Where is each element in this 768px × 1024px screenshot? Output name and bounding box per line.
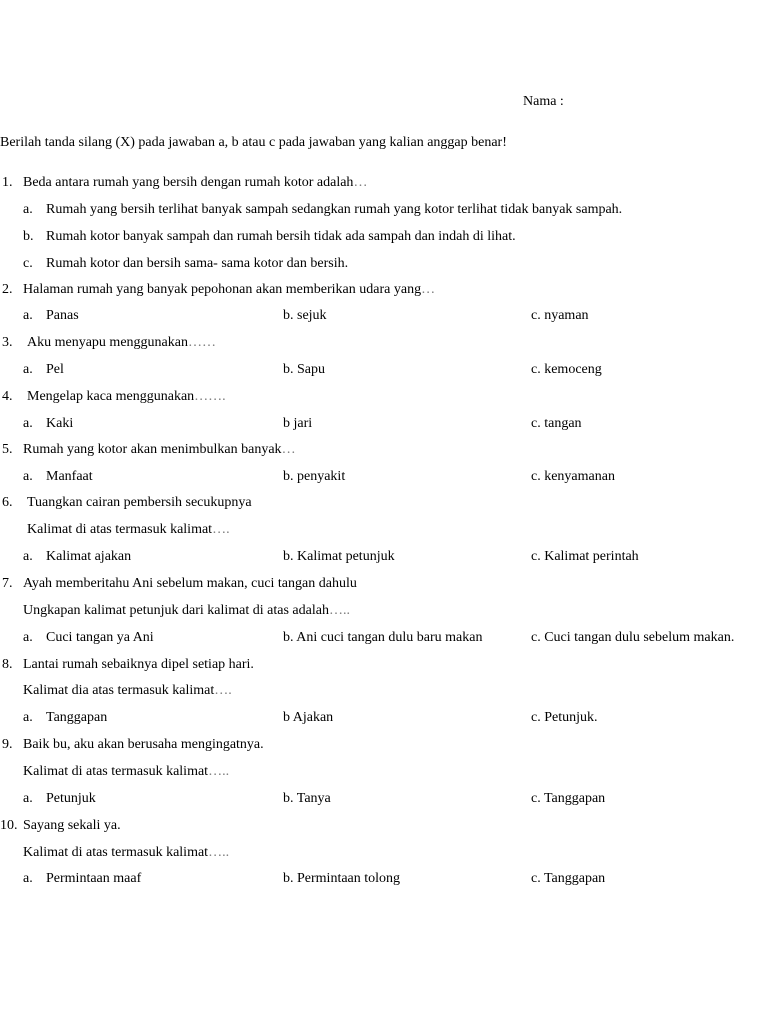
- question-6-sub: [0, 520, 768, 540]
- option-c: c. Tanggapan: [531, 791, 606, 806]
- options-row-7: [0, 628, 768, 648]
- option-a: Cuci tangan ya Ani: [46, 630, 154, 645]
- option-c: c. Cuci tangan dulu sebelum makan.: [531, 630, 735, 645]
- option-1a: [0, 200, 768, 220]
- option-letter: c.: [23, 256, 33, 271]
- question-subtext: Kalimat dia atas termasuk kalimat….: [23, 683, 232, 698]
- question-text: Aku menyapu menggunakan……: [27, 335, 216, 350]
- option-letter: a.: [23, 308, 33, 323]
- question-text: Halaman rumah yang banyak pepohonan akan memberikan udara yang…: [23, 282, 436, 297]
- option-b: b. Sapu: [283, 362, 325, 377]
- question-text: Mengelap kaca menggunakan…….: [27, 389, 226, 404]
- option-letter: a.: [23, 630, 33, 645]
- question-subtext: Kalimat di atas termasuk kalimat….: [27, 522, 230, 537]
- option-letter: a.: [23, 362, 33, 377]
- option-1c: [0, 254, 768, 274]
- option-letter: a.: [23, 871, 33, 886]
- option-b: b. penyakit: [283, 469, 346, 484]
- option-letter: b.: [23, 229, 34, 244]
- option-letter: a.: [23, 710, 33, 725]
- option-a: Kaki: [46, 416, 74, 431]
- option-c: c. Tanggapan: [531, 871, 606, 886]
- name-row: [0, 92, 768, 112]
- option-text: Rumah kotor banyak sampah dan rumah bersih tidak ada sampah dan indah di lihat.: [46, 229, 516, 244]
- question-9-sub: [0, 762, 768, 782]
- question-10-sub: [0, 843, 768, 863]
- question-8: [0, 655, 768, 675]
- instruction-row: [0, 133, 768, 153]
- question-number: 3.: [2, 335, 13, 350]
- option-1b: [0, 227, 768, 247]
- option-a: Tanggapan: [46, 710, 108, 725]
- question-number: 10.: [0, 818, 18, 833]
- option-b: b. Ani cuci tangan dulu baru makan: [283, 630, 483, 645]
- question-number: 5.: [2, 442, 13, 457]
- instruction-text: Berilah tanda silang (X) pada jawaban a, b atau c pada jawaban yang kalian anggap benar!: [0, 135, 507, 150]
- question-number: 4.: [2, 389, 13, 404]
- question-9: [0, 735, 768, 755]
- question-text: Beda antara rumah yang bersih dengan rumah kotor adalah…: [23, 175, 368, 190]
- question-number: 7.: [2, 576, 13, 591]
- question-number: 8.: [2, 657, 13, 672]
- question-text: Baik bu, aku akan berusaha mengingatnya.: [23, 737, 264, 752]
- options-row-8: [0, 708, 768, 728]
- question-5: [0, 440, 768, 460]
- question-subtext: Kalimat di atas termasuk kalimat…..: [23, 845, 230, 860]
- option-letter: a.: [23, 549, 33, 564]
- option-a: Pel: [46, 362, 64, 377]
- question-text: Lantai rumah sebaiknya dipel setiap hari.: [23, 657, 254, 672]
- option-letter: a.: [23, 469, 33, 484]
- option-c: c. Petunjuk.: [531, 710, 598, 725]
- option-text: Rumah kotor dan bersih sama- sama kotor dan bersih.: [46, 256, 349, 271]
- option-b: b jari: [283, 416, 313, 431]
- option-a: Permintaan maaf: [46, 871, 142, 886]
- option-c: c. Kalimat perintah: [531, 549, 639, 564]
- question-4: [0, 387, 768, 407]
- option-c: c. tangan: [531, 416, 582, 431]
- option-b: b. Permintaan tolong: [283, 871, 401, 886]
- option-letter: a.: [23, 791, 33, 806]
- options-row-10: [0, 869, 768, 889]
- option-b: b. sejuk: [283, 308, 327, 323]
- option-b: b. Tanya: [283, 791, 331, 806]
- option-c: c. nyaman: [531, 308, 589, 323]
- options-row-2: [0, 306, 768, 326]
- question-subtext: Ungkapan kalimat petunjuk dari kalimat di atas adalah…..: [23, 603, 350, 618]
- option-letter: a.: [23, 416, 33, 431]
- option-c: c. kemoceng: [531, 362, 602, 377]
- options-row-4: [0, 414, 768, 434]
- question-7-sub: [0, 601, 768, 621]
- question-text: Rumah yang kotor akan menimbulkan banyak…: [23, 442, 296, 457]
- question-text: Ayah memberitahu Ani sebelum makan, cuci tangan dahulu: [23, 576, 357, 591]
- question-number: 6.: [2, 495, 13, 510]
- question-2: [0, 280, 768, 300]
- question-7: [0, 574, 768, 594]
- option-a: Petunjuk: [46, 791, 96, 806]
- question-1: [0, 173, 768, 193]
- question-text: Tuangkan cairan pembersih secukupnya: [27, 495, 252, 510]
- question-subtext: Kalimat di atas termasuk kalimat…..: [23, 764, 230, 779]
- option-c: c. kenyamanan: [531, 469, 615, 484]
- options-row-9: [0, 789, 768, 809]
- question-10: [0, 816, 768, 836]
- question-number: 9.: [2, 737, 13, 752]
- option-b: b. Kalimat petunjuk: [283, 549, 395, 564]
- question-8-sub: [0, 681, 768, 701]
- question-3: [0, 333, 768, 353]
- options-row-5: [0, 467, 768, 487]
- option-a: Panas: [46, 308, 79, 323]
- option-text: Rumah yang bersih terlihat banyak sampah sedangkan rumah yang kotor terlihat tidak banyak sampah.: [46, 202, 623, 217]
- option-b: b Ajakan: [283, 710, 334, 725]
- question-number: 2.: [2, 282, 13, 297]
- options-row-6: [0, 547, 768, 567]
- option-letter: a.: [23, 202, 33, 217]
- question-text: Sayang sekali ya.: [23, 818, 121, 833]
- question-number: 1.: [2, 175, 13, 190]
- option-a: Kalimat ajakan: [46, 549, 132, 564]
- question-6: [0, 493, 768, 513]
- option-a: Manfaat: [46, 469, 93, 484]
- options-row-3: [0, 360, 768, 380]
- name-label: Nama :: [523, 94, 564, 109]
